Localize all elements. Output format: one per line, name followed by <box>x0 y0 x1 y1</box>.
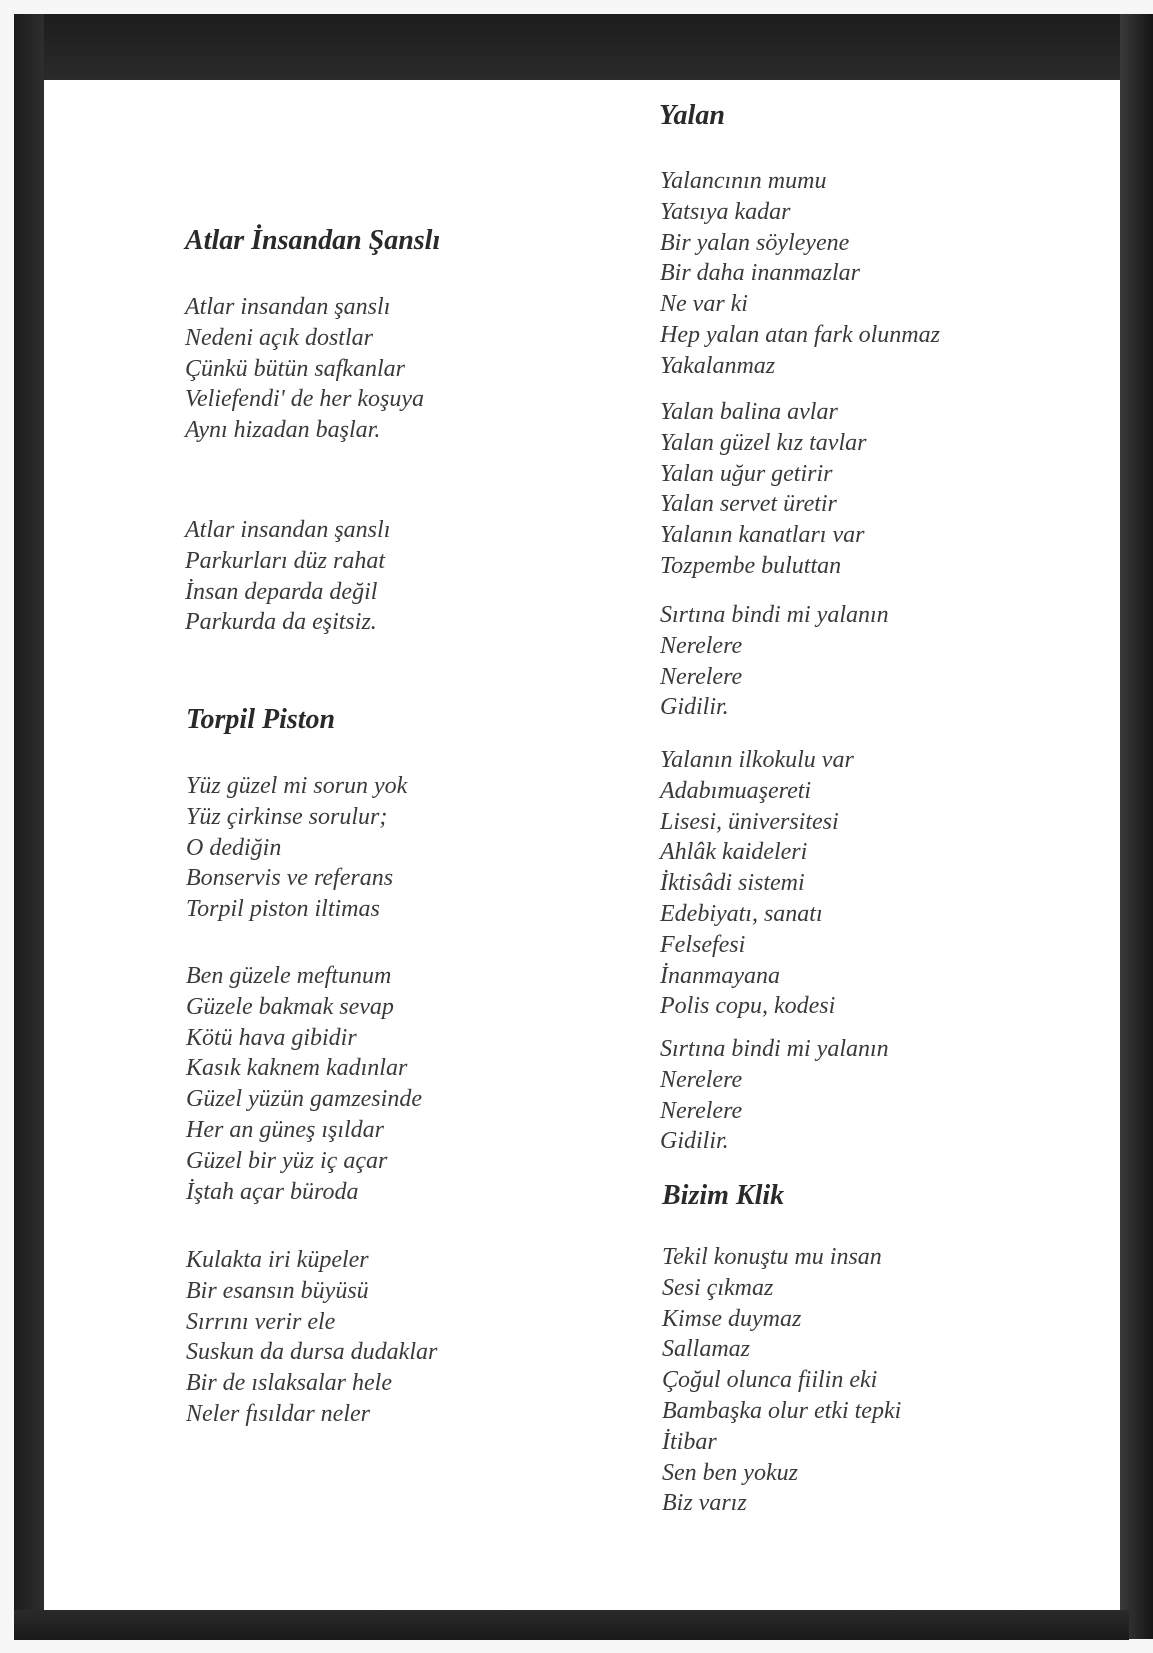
poem-line: Polis copu, kodesi <box>660 993 836 1020</box>
poem-line: Yalancının mumu <box>660 168 827 194</box>
poem-line: Kimse duymaz <box>662 1305 802 1332</box>
poem-line: Sırtına bindi mi yalanın <box>660 1036 889 1062</box>
stanza <box>186 1245 437 1430</box>
poem-line: Her an güneş ışıldar <box>186 1116 384 1143</box>
poem-line: Sallamaz <box>662 1336 751 1363</box>
poem-line: Yatsıya kadar <box>660 198 791 225</box>
poem-line: Edebiyatı, sanatı <box>660 900 823 927</box>
poem-line: Bonservis ve referans <box>186 865 394 892</box>
poem-line: Sesi çıkmaz <box>662 1274 774 1301</box>
poem-line: Gidilir. <box>660 1128 729 1155</box>
stanza <box>660 1034 889 1157</box>
poem-line: Nerelere <box>660 632 743 659</box>
poem-line: Güzel bir yüz iç açar <box>186 1147 388 1174</box>
poem-line: Hep yalan atan fark olunmaz <box>660 321 940 348</box>
poem-line: Nerelere <box>660 1097 743 1124</box>
poem-line: Atlar insandan şanslı <box>185 294 391 320</box>
stanza <box>185 292 424 446</box>
poem-line: Nerelere <box>660 1066 743 1093</box>
poem-line: Tekil konuştu mu insan <box>662 1244 882 1270</box>
poem-line: Yalan balina avlar <box>660 399 838 425</box>
poem-line: Veliefendi' de her koşuya <box>185 386 425 413</box>
poem-title: Atlar İnsandan Şanslı <box>185 225 441 256</box>
poem-line: Torpil piston iltimas <box>186 896 380 923</box>
scan-border-top <box>14 14 1129 80</box>
poem-line: Bir daha inanmazlar <box>660 260 861 287</box>
poem-line: Parkurları düz rahat <box>185 547 386 574</box>
poem-line: Bir de ıslaksalar hele <box>186 1370 392 1397</box>
poem-line: Kasık kaknem kadınlar <box>186 1055 408 1082</box>
poem-line: Yalan servet üretir <box>660 491 837 518</box>
poem-title: Torpil Piston <box>186 704 336 735</box>
poem-line: İştah açar büroda <box>186 1178 359 1205</box>
stanza <box>186 961 422 1207</box>
poem-line: Çünkü bütün safkanlar <box>185 355 405 382</box>
poem-line: O dediğin <box>186 834 282 861</box>
poem-line: Bir yalan söyleyene <box>660 229 850 256</box>
poem-line: Felsefesi <box>660 931 746 958</box>
poem-line: Neler fısıldar neler <box>186 1400 370 1427</box>
poem-line: Yüz güzel mi sorun yok <box>186 773 408 799</box>
poem-line: Kulakta iri küpeler <box>186 1247 369 1273</box>
scan-border-left <box>14 14 44 1639</box>
poem-title: Bizim Klik <box>662 1180 785 1211</box>
poem-line: Güzele bakmak sevap <box>186 993 394 1020</box>
poem-line: Nedeni açık dostlar <box>185 324 373 351</box>
poem-line: Gidilir. <box>660 694 729 721</box>
poem-line: Ben güzele meftunum <box>186 963 392 989</box>
poem-line: Bambaşka olur etki tepki <box>662 1397 902 1424</box>
poem-line: Yüz çirkinse sorulur; <box>186 803 388 830</box>
scan-border-right <box>1120 14 1153 1639</box>
poem-line: Çoğul olunca fiilin eki <box>662 1367 878 1394</box>
poem-line: Adabımuaşereti <box>660 777 812 804</box>
poem-line: Yalanın ilkokulu var <box>660 747 854 773</box>
poem-line: Ahlâk kaideleri <box>660 839 808 866</box>
poem-line: Lisesi, üniversitesi <box>660 808 839 835</box>
poem-line: İtibar <box>662 1428 717 1455</box>
poem-line: Yalanın kanatları var <box>660 522 865 549</box>
poem-line: Suskun da dursa dudaklar <box>186 1339 438 1366</box>
poem-title: Yalan <box>659 100 725 131</box>
stanza <box>660 166 940 382</box>
stanza <box>660 745 854 1022</box>
stanza <box>662 1242 901 1519</box>
poem-line: Yakalanmaz <box>660 352 776 379</box>
poem-line: İktisâdi sistemi <box>660 870 805 897</box>
poem-line: Atlar insandan şanslı <box>185 517 391 543</box>
poem-line: Kötü hava gibidir <box>186 1024 357 1051</box>
poem-line: Bir esansın büyüsü <box>186 1277 369 1304</box>
stanza <box>660 600 889 723</box>
poem-line: Yalan güzel kız tavlar <box>660 429 867 456</box>
poem-line: Sen ben yokuz <box>662 1459 798 1486</box>
poem-line: Sırrını verir ele <box>186 1308 336 1335</box>
poem-line: Sırtına bindi mi yalanın <box>660 602 889 628</box>
poem-line: Aynı hizadan başlar. <box>185 417 381 444</box>
poem-line: Yalan uğur getirir <box>660 460 833 487</box>
poem-line: Biz varız <box>662 1490 747 1517</box>
poem-line: Güzel yüzün gamzesinde <box>186 1086 422 1113</box>
poem-line: Nerelere <box>660 663 743 690</box>
poem-line: Parkurda da eşitsiz. <box>185 609 377 636</box>
stanza <box>660 397 866 582</box>
poem-line: Ne var ki <box>660 291 748 318</box>
poem-line: İnanmayana <box>660 962 780 989</box>
stanza <box>185 515 390 638</box>
poem-line: Tozpembe buluttan <box>660 552 842 579</box>
stanza <box>186 771 407 925</box>
scan-border-bottom <box>14 1610 1129 1640</box>
poem-line: İnsan deparda değil <box>185 578 378 605</box>
